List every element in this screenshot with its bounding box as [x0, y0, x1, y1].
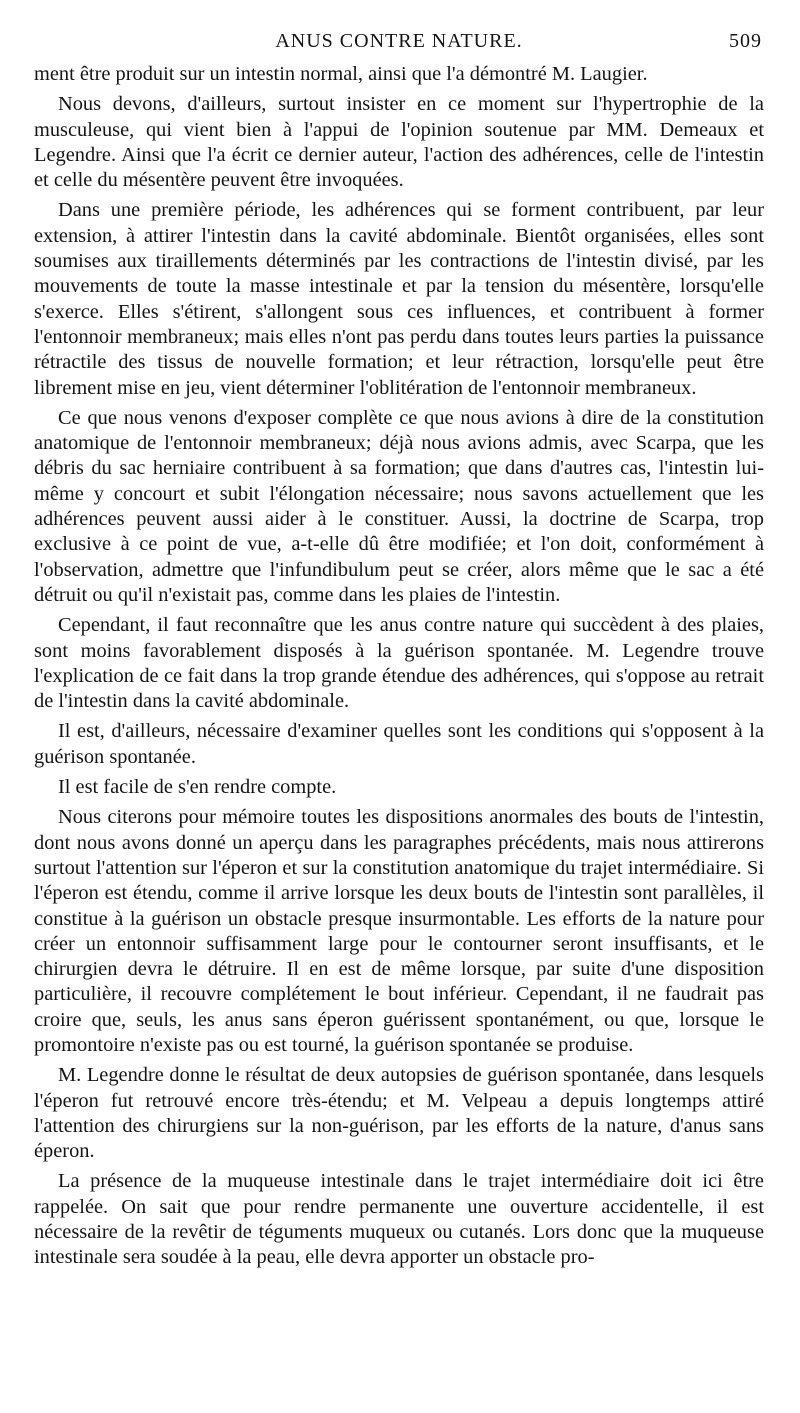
paragraph-continued: ment être produit sur un intestin normal, ainsi que l'a démontré M. Laugier.: [34, 63, 648, 85]
paragraph: Ce que nous venons d'exposer complète ce que nous avions à dire de la constitution anatomique de l'entonnoir membraneux; déjà nous avions admis, avec Scarpa, que les débris du sac herniaire contribuent à sa formation; que dans d'autres cas, l'intestin lui-même y concourt et subit l'élongation nécessaire; nous savons actuellement que les adhérences peuvent aussi aider à le constituer. Aussi, la doctrine de Scarpa, trop exclusive à ce point de vue, a-t-elle dû être modifiée; et l'on doit, conformément à l'observation, admettre que l'infundibulum peut se créer, alors même que le sac a été détruit ou qu'il n'existait pas, comme dans les plaies de l'intestin.: [34, 406, 764, 606]
paragraph: La présence de la muqueuse intestinale dans le trajet intermédiaire doit ici être rappelée. On sait que pour rendre permanente une ouverture accidentelle, il est nécessaire de la revêtir de téguments muqueux ou cutanés. Lors donc que la muqueuse intestinale sera soudée à la peau, elle devra apporter un obstacle pro-: [34, 1170, 764, 1269]
body-text: [34, 62, 764, 1271]
paragraph: Il est, d'ailleurs, nécessaire d'examiner quelles sont les conditions qui s'opposent à la guérison spontanée.: [34, 720, 764, 768]
running-title: ANUS CONTRE NATURE.: [275, 30, 523, 52]
paragraph: Nous citerons pour mémoire toutes les dispositions anormales des bouts de l'intestin, dont nous avons donné un aperçu dans les paragraphes précédents, mais nous attirerons surtout l'attention sur l'éperon et sur la constitution anatomique du trajet intermédiaire. Si l'éperon est étendu, comme il arrive lorsque les deux bouts de l'intestin sont parallèles, il constitue à la guérison un obstacle presque insurmontable. Les efforts de la nature pour créer un entonnoir suffisamment large pour le contourner seront insuffisants, et le chirurgien devra le détruire. Il en est de même lorsque, par suite d'une disposition particulière, il recouvre complétement le bout inférieur. Cependant, il ne faudrait pas croire que, seuls, les anus sans éperon guérissent spontanément, ou que, lorsque le promontoire n'existe pas ou est tourné, la guérison spontanée se produise.: [34, 806, 764, 1056]
paragraph: M. Legendre donne le résultat de deux autopsies de guérison spontanée, dans lesquels l'éperon fut retrouvé encore très-étendu; et M. Velpeau a depuis longtemps attiré l'attention des chirurgiens sur la non-guérison, par les efforts de la nature, d'anus sans éperon.: [34, 1064, 764, 1163]
paragraph: Cependant, il faut reconnaître que les anus contre nature qui succèdent à des plaies, sont moins favorablement disposés à la guérison spontanée. M. Legendre trouve l'explication de ce fait dans la trop grande étendue des adhérences, qui s'oppose au retrait de l'intestin dans la cavité abdominale.: [34, 614, 764, 713]
paragraph: Il est facile de s'en rendre compte.: [58, 776, 337, 799]
paragraph: Dans une première période, les adhérences qui se forment contribuent, par leur extension, à attirer l'intestin dans la cavité abdominale. Bientôt organisées, elles sont soumises aux tiraillements déterminés par les contractions de l'intestin divisé, par les mouvements de toute la masse intestinale et par la tension du mésentère, lorsqu'elle s'exerce. Elles s'étirent, s'allongent sous ces influences, et contribuent à former l'entonnoir membraneux; mais elles n'ont pas perdu dans toutes leurs parties la puissance rétractile des tissus de nouvelle formation; et leur rétraction, lorsqu'elle peut être librement mise en jeu, vient déterminer l'oblitération de l'entonnoir membraneux.: [34, 199, 764, 399]
running-head: [34, 30, 764, 62]
paragraph: Nous devons, d'ailleurs, surtout insister en ce moment sur l'hypertrophie de la musculeuse, qui vient bien à l'appui de l'opinion soutenue par MM. Demeaux et Legendre. Ainsi que l'a écrit ce dernier auteur, l'action des adhérences, celle de l'intestin et celle du mésentère peuvent être invoquées.: [34, 93, 764, 192]
page-number: 509: [729, 30, 762, 52]
